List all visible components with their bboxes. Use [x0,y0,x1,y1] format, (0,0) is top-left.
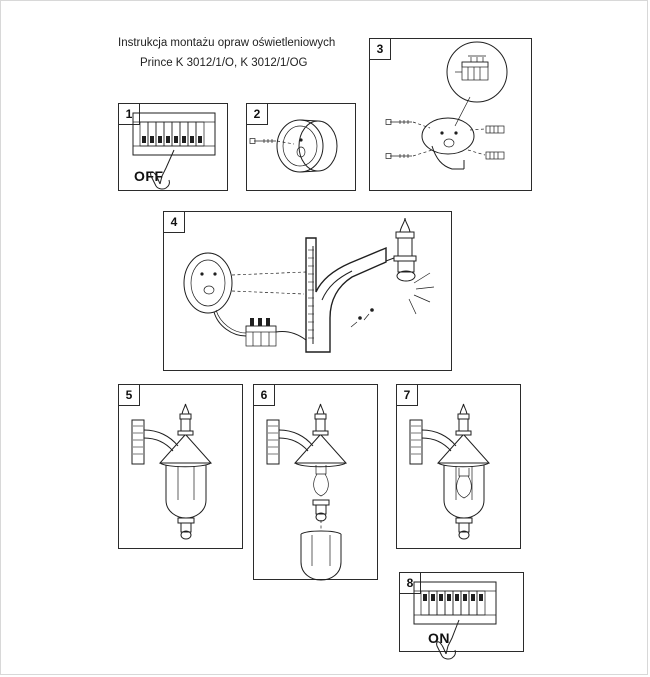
step-1-number: 1 [118,103,140,125]
off-label: OFF [134,168,164,184]
on-label: ON [428,630,450,646]
step-4-panel [163,211,452,371]
step-6-number: 6 [253,384,275,406]
step-3-panel [369,38,532,191]
step-4-number: 4 [163,211,185,233]
title-line-1: Instrukcja montażu opraw oświetleniowych [118,37,336,49]
step-2-number: 2 [246,103,268,125]
step-8-panel [399,572,524,652]
step-2-panel [246,103,356,191]
step-6-panel [253,384,378,580]
step-8-number: 8 [399,572,421,594]
step-5-number: 5 [118,384,140,406]
title-line-2: Prince K 3012/1/O, K 3012/1/OG [140,57,308,69]
step-7-panel [396,384,521,549]
step-7-number: 7 [396,384,418,406]
step-3-number: 3 [369,38,391,60]
step-5-panel [118,384,243,549]
